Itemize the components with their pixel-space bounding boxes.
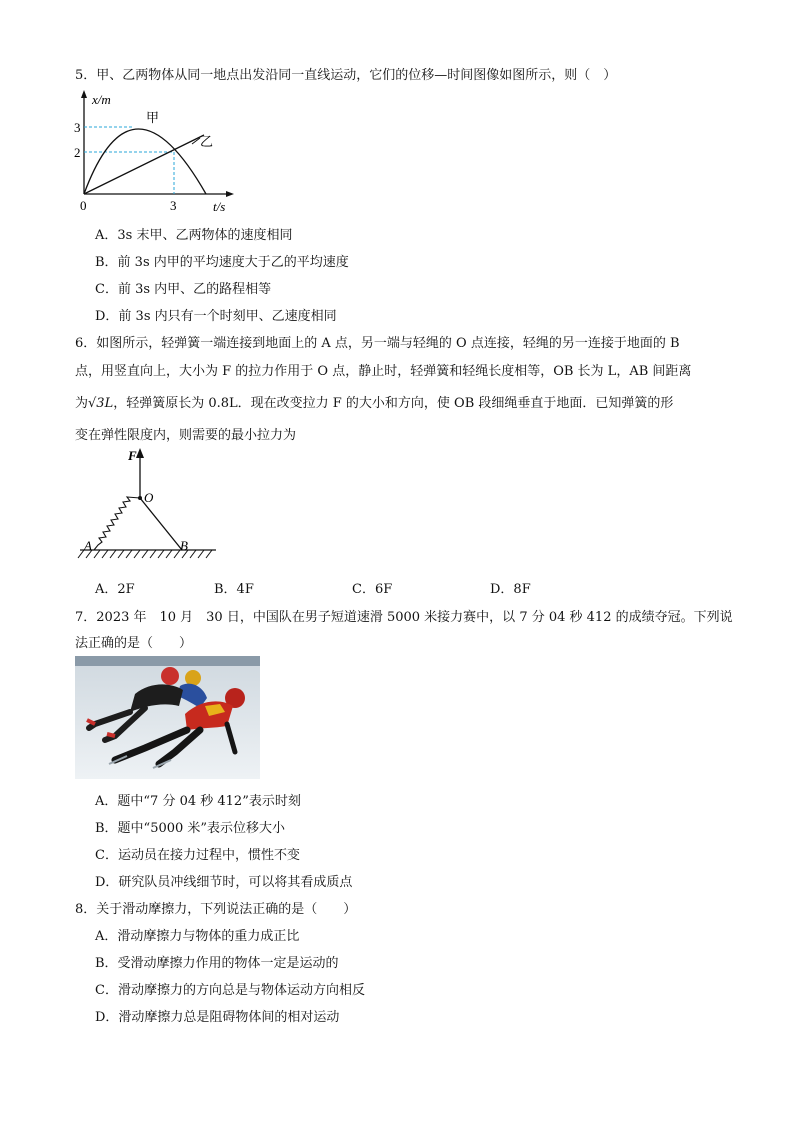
q6-option-a: A．2F <box>95 582 135 597</box>
q7-option-d: D．研究队员冲线细节时，可以将其看成质点 <box>95 875 353 890</box>
q7-option-c: C．运动员在接力过程中，惯性不变 <box>95 848 300 863</box>
q5-option-a: A．3s 末甲、乙两物体的速度相同 <box>95 228 293 243</box>
q6-option-d: D．8F <box>490 582 531 597</box>
tick-y2: 2 <box>74 145 81 160</box>
tick-y3: 3 <box>74 120 81 135</box>
label-jia: 甲 <box>146 111 160 126</box>
q6-line3-post: ，轻弹簧原长为 0.8L．现在改变拉力 F 的大小和方向，使 OB 段细绳垂直于地面．已知弹簧的形 <box>113 396 674 411</box>
q5-option-d: D．前 3s 内只有一个时刻甲、乙速度相同 <box>95 309 337 324</box>
q6-line2: 点，用竖直向上，大小为 F 的拉力作用于 O 点，静止时，轻弹簧和轻绳长度相等，OB 长为 L，AB 间距离 <box>75 364 692 379</box>
q6-line4: 变在弹性限度内，则需要的最小拉力为 <box>75 428 297 443</box>
q6-line3 <box>75 392 673 411</box>
q6-line3-pre: 为 <box>75 396 89 411</box>
curve-jia <box>84 129 206 194</box>
q8-option-a: A．滑动摩擦力与物体的重力成正比 <box>95 929 300 944</box>
label-yi: 乙 <box>200 135 214 150</box>
q7-line2: 法正确的是（ ） <box>75 636 193 651</box>
q5-stem: 5．甲、乙两物体从同一地点出发沿同一直线运动，它们的位移—时间图像如图所示，则（ ） <box>75 68 617 83</box>
line-yi <box>84 135 204 194</box>
t-axis-arrow <box>226 191 234 197</box>
q7-option-a: A．题中“7 分 04 秒 412”表示时刻 <box>95 794 301 809</box>
helmet-middle-skater <box>161 667 179 685</box>
spring-AO <box>94 497 140 550</box>
speed-skating-photo <box>75 656 260 779</box>
label-A: A <box>84 538 92 553</box>
q6-spring-figure <box>76 446 226 568</box>
label-B: B <box>180 538 188 553</box>
q7-option-b: B．题中“5000 米”表示位移大小 <box>95 821 286 836</box>
sqrt3L: √3L <box>88 396 114 411</box>
q8-stem: 8．关于滑动摩擦力，下列说法正确的是（ ） <box>75 902 357 917</box>
rope-OB <box>140 498 182 550</box>
q6-option-b: B．4F <box>214 582 254 597</box>
q8-option-d: D．滑动摩擦力总是阻碍物体间的相对运动 <box>95 1010 340 1025</box>
q8-option-c: C．滑动摩擦力的方向总是与物体运动方向相反 <box>95 983 365 998</box>
q5-option-c: C．前 3s 内甲、乙的路程相等 <box>95 282 272 297</box>
q6-option-c: C．6F <box>352 582 393 597</box>
q7-line1: 7．2023 年 10 月 30 日，中国队在男子短道速滑 5000 米接力赛中，以 7 分 04 秒 412 的成绩夺冠。下列说 <box>75 610 733 625</box>
label-F: F <box>128 448 137 463</box>
q6-line1: 6．如图所示，轻弹簧一端连接到地面上的 A 点，另一端与轻绳的 O 点连接，轻绳的另一连接于地面的 B <box>75 336 680 351</box>
x-axis-arrow <box>81 90 87 98</box>
q8-option-b: B．受滑动摩擦力作用的物体一定是运动的 <box>95 956 339 971</box>
force-arrow-head <box>136 448 144 458</box>
tick-x3: 3 <box>170 198 177 213</box>
y-axis-label: x/m <box>92 92 111 107</box>
label-O: O <box>144 490 154 505</box>
q5-xt-graph <box>70 86 240 216</box>
rink-boards <box>75 656 260 666</box>
helmet-blue-skater <box>185 670 201 686</box>
point-O <box>138 496 142 500</box>
x-axis-label: t/s <box>213 199 226 214</box>
ground-hatching <box>78 550 212 558</box>
tick-origin: 0 <box>80 198 87 213</box>
q5-option-b: B．前 3s 内甲的平均速度大于乙的平均速度 <box>95 255 349 270</box>
